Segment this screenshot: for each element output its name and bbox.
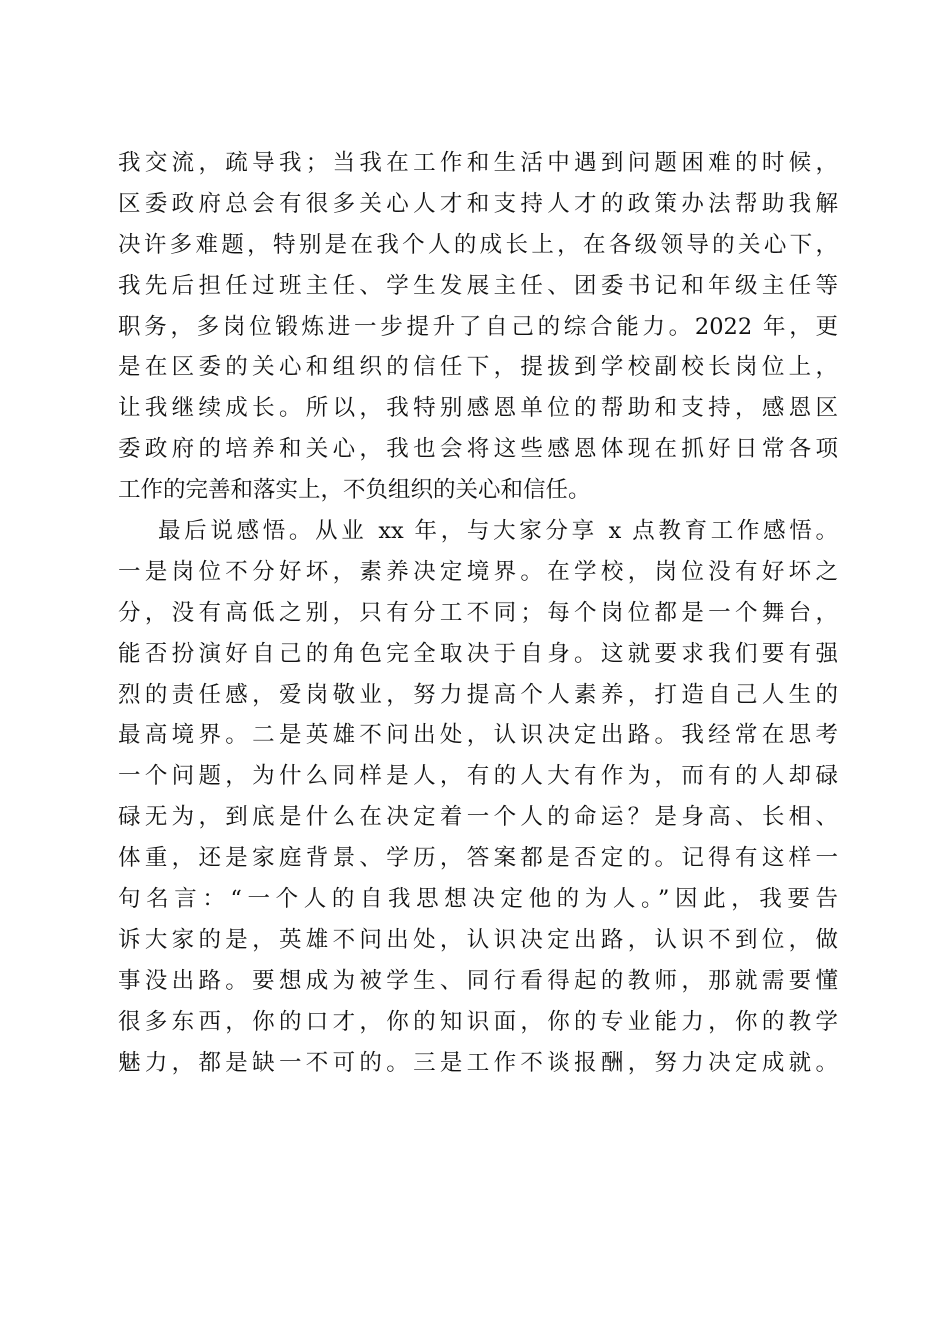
body-text <box>118 143 838 1083</box>
paragraph-start-line: 最后说感悟。从业 xx 年，与大家分享 x 点教育工作感悟。 <box>158 518 838 545</box>
text-line: 诉大家的是，英雄不问出处，认识决定出路，认识不到位，做 <box>118 926 838 953</box>
text-line: 一个问题，为什么同样是人，有的人大有作为，而有的人却碌 <box>118 763 838 790</box>
text-line: 我交流，疏导我；当我在工作和生活中遇到问题困难的时候， <box>118 150 838 176</box>
text-line: 很多东西，你的口才，你的知识面，你的专业能力，你的教学 <box>118 1008 838 1035</box>
text-line: 最高境界。二是英雄不问出处，认识决定出路。我经常在思考 <box>118 722 838 749</box>
text-line: 体重，还是家庭背景、学历，答案都是否定的。记得有这样一 <box>118 845 838 872</box>
text-line: 能否扮演好自己的角色完全取决于自身。这就要求我们要有强 <box>118 640 838 667</box>
text-line: 让我继续成长。所以，我特别感恩单位的帮助和支持，感恩区 <box>118 395 838 422</box>
text-line: 决许多难题，特别是在我个人的成长上，在各级领导的关心下， <box>118 231 838 258</box>
text-line: 我先后担任过班主任、学生发展主任、团委书记和年级主任等 <box>118 272 838 299</box>
text-line: 碌无为，到底是什么在决定着一个人的命运？是身高、长相、 <box>118 804 838 831</box>
text-line: 一是岗位不分好坏，素养决定境界。在学校，岗位没有好坏之 <box>118 558 838 585</box>
text-line: 句名言：“一个人的自我思想决定他的为人。”因此，我要告 <box>118 886 838 913</box>
text-line: 是在区委的关心和组织的信任下，提拔到学校副校长岗位上， <box>118 354 838 381</box>
text-line: 职务，多岗位锻炼进一步提升了自己的综合能力。2022 年，更 <box>118 313 838 340</box>
text-line: 工作的完善和落实上，不负组织的关心和信任。 <box>118 477 591 504</box>
text-line: 事没出路。要想成为被学生、同行看得起的教师，那就需要懂 <box>118 967 838 994</box>
text-line: 区委政府总会有很多关心人才和支持人才的政策办法帮助我解 <box>118 190 838 217</box>
text-line: 魅力，都是缺一不可的。三是工作不谈报酬，努力决定成就。 <box>118 1049 838 1076</box>
text-line: 分，没有高低之别，只有分工不同；每个岗位都是一个舞台， <box>118 599 838 626</box>
text-line: 烈的责任感，爱岗敬业，努力提高个人素养，打造自己人生的 <box>118 681 838 708</box>
text-line: 委政府的培养和关心，我也会将这些感恩体现在抓好日常各项 <box>118 436 838 463</box>
